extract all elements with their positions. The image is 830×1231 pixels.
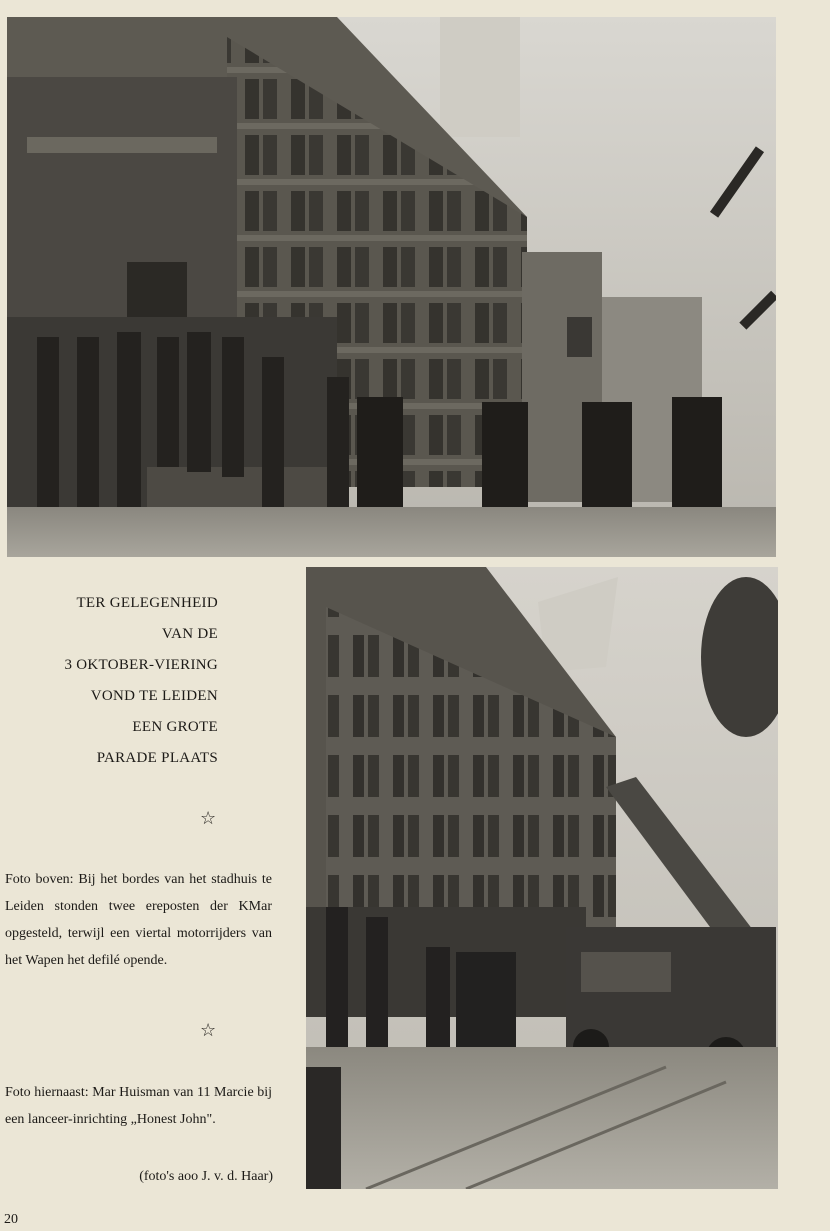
star-separator-icon: ☆ — [200, 808, 217, 829]
heading-line-5: EEN GROTE — [132, 719, 218, 735]
photo-top-image — [7, 17, 776, 557]
heading-line-4: VOND TE LEIDEN — [90, 688, 218, 704]
star-separator-icon-2: ☆ — [200, 1020, 217, 1041]
photo-right-launcher — [306, 567, 778, 1189]
heading-line-6: PARADE PLAATS — [96, 750, 218, 766]
caption-right-photo: Foto hiernaast: Mar Huisman van 11 Marcie bij een lanceer-inrichting „Honest John". — [5, 1085, 272, 1127]
photo-top-parade — [7, 17, 776, 557]
heading-line-1: TER GELEGENHEID — [76, 595, 218, 611]
heading-line-3: 3 OKTOBER-VIERING — [64, 657, 218, 673]
parade-heading — [0, 588, 218, 774]
page-number: 20 — [4, 1212, 18, 1227]
photo-credit: (foto's aoo J. v. d. Haar) — [139, 1169, 273, 1184]
photo-right-image — [306, 567, 778, 1189]
caption-top-photo: Foto boven: Bij het bordes van het stadhuis te Leiden stonden twee ereposten der KMar opgesteld, terwijl een viertal motorrijders van het Wapen het defilé opende. — [5, 872, 272, 968]
heading-line-2: VAN DE — [161, 626, 218, 642]
